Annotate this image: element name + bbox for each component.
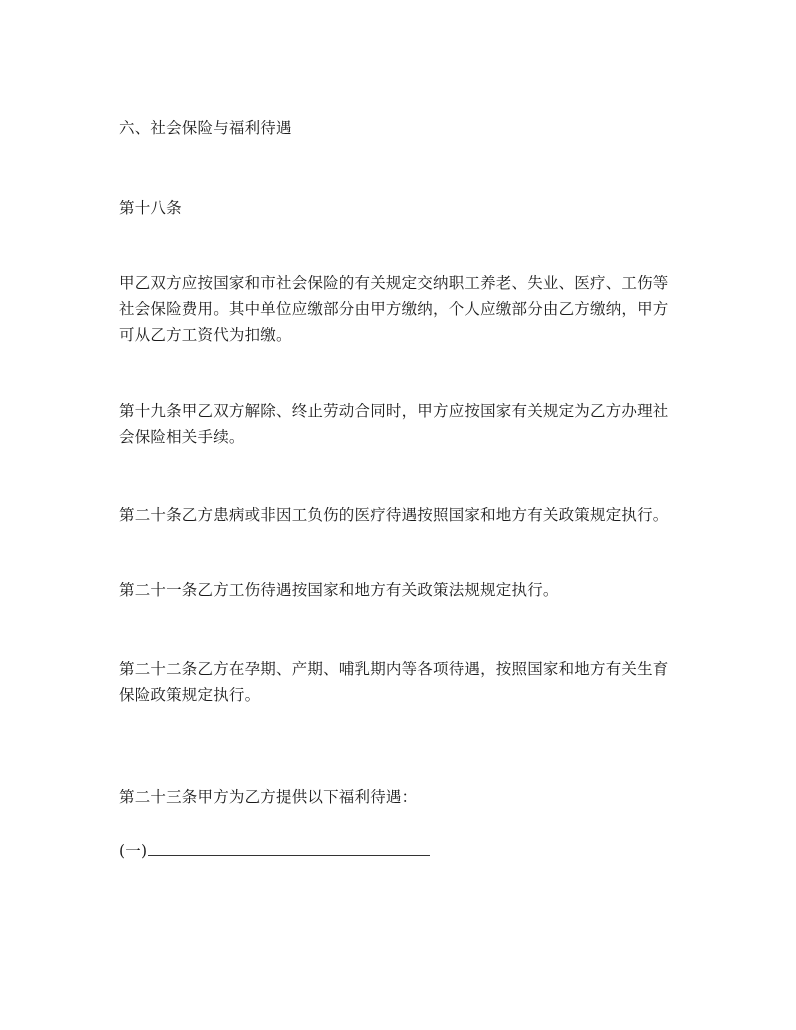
article-18-body: 甲乙双方应按国家和市社会保险的有关规定交纳职工养老、失业、医疗、工伤等社会保险费用。其中单位应缴部分由甲方缴纳，个人应缴部分由乙方缴纳，甲方可从乙方工资代为扣缴。 — [119, 274, 669, 344]
article-19: 第十九条甲乙双方解除、终止劳动合同时，甲方应按国家有关规定为乙方办理社会保险相关手续。 — [119, 402, 669, 446]
welfare-item-1-blank-line — [148, 841, 430, 856]
article-23: 第二十三条甲方为乙方提供以下福利待遇： — [119, 788, 418, 806]
article-20: 第二十条乙方患病或非因工负伤的医疗待遇按照国家和地方有关政策规定执行。 — [119, 506, 669, 524]
section-heading: 六、社会保险与福利待遇 — [119, 119, 292, 137]
article-21: 第二十一条乙方工伤待遇按国家和地方有关政策法规规定执行。 — [119, 581, 559, 599]
article-18-heading: 第十八条 — [119, 199, 182, 217]
welfare-item-1 — [119, 838, 684, 864]
article-22: 第二十二条乙方在孕期、产期、哺乳期内等各项待遇，按照国家和地方有关生育保险政策规定执行。 — [119, 660, 669, 704]
welfare-item-1-label: (一) — [119, 842, 148, 860]
